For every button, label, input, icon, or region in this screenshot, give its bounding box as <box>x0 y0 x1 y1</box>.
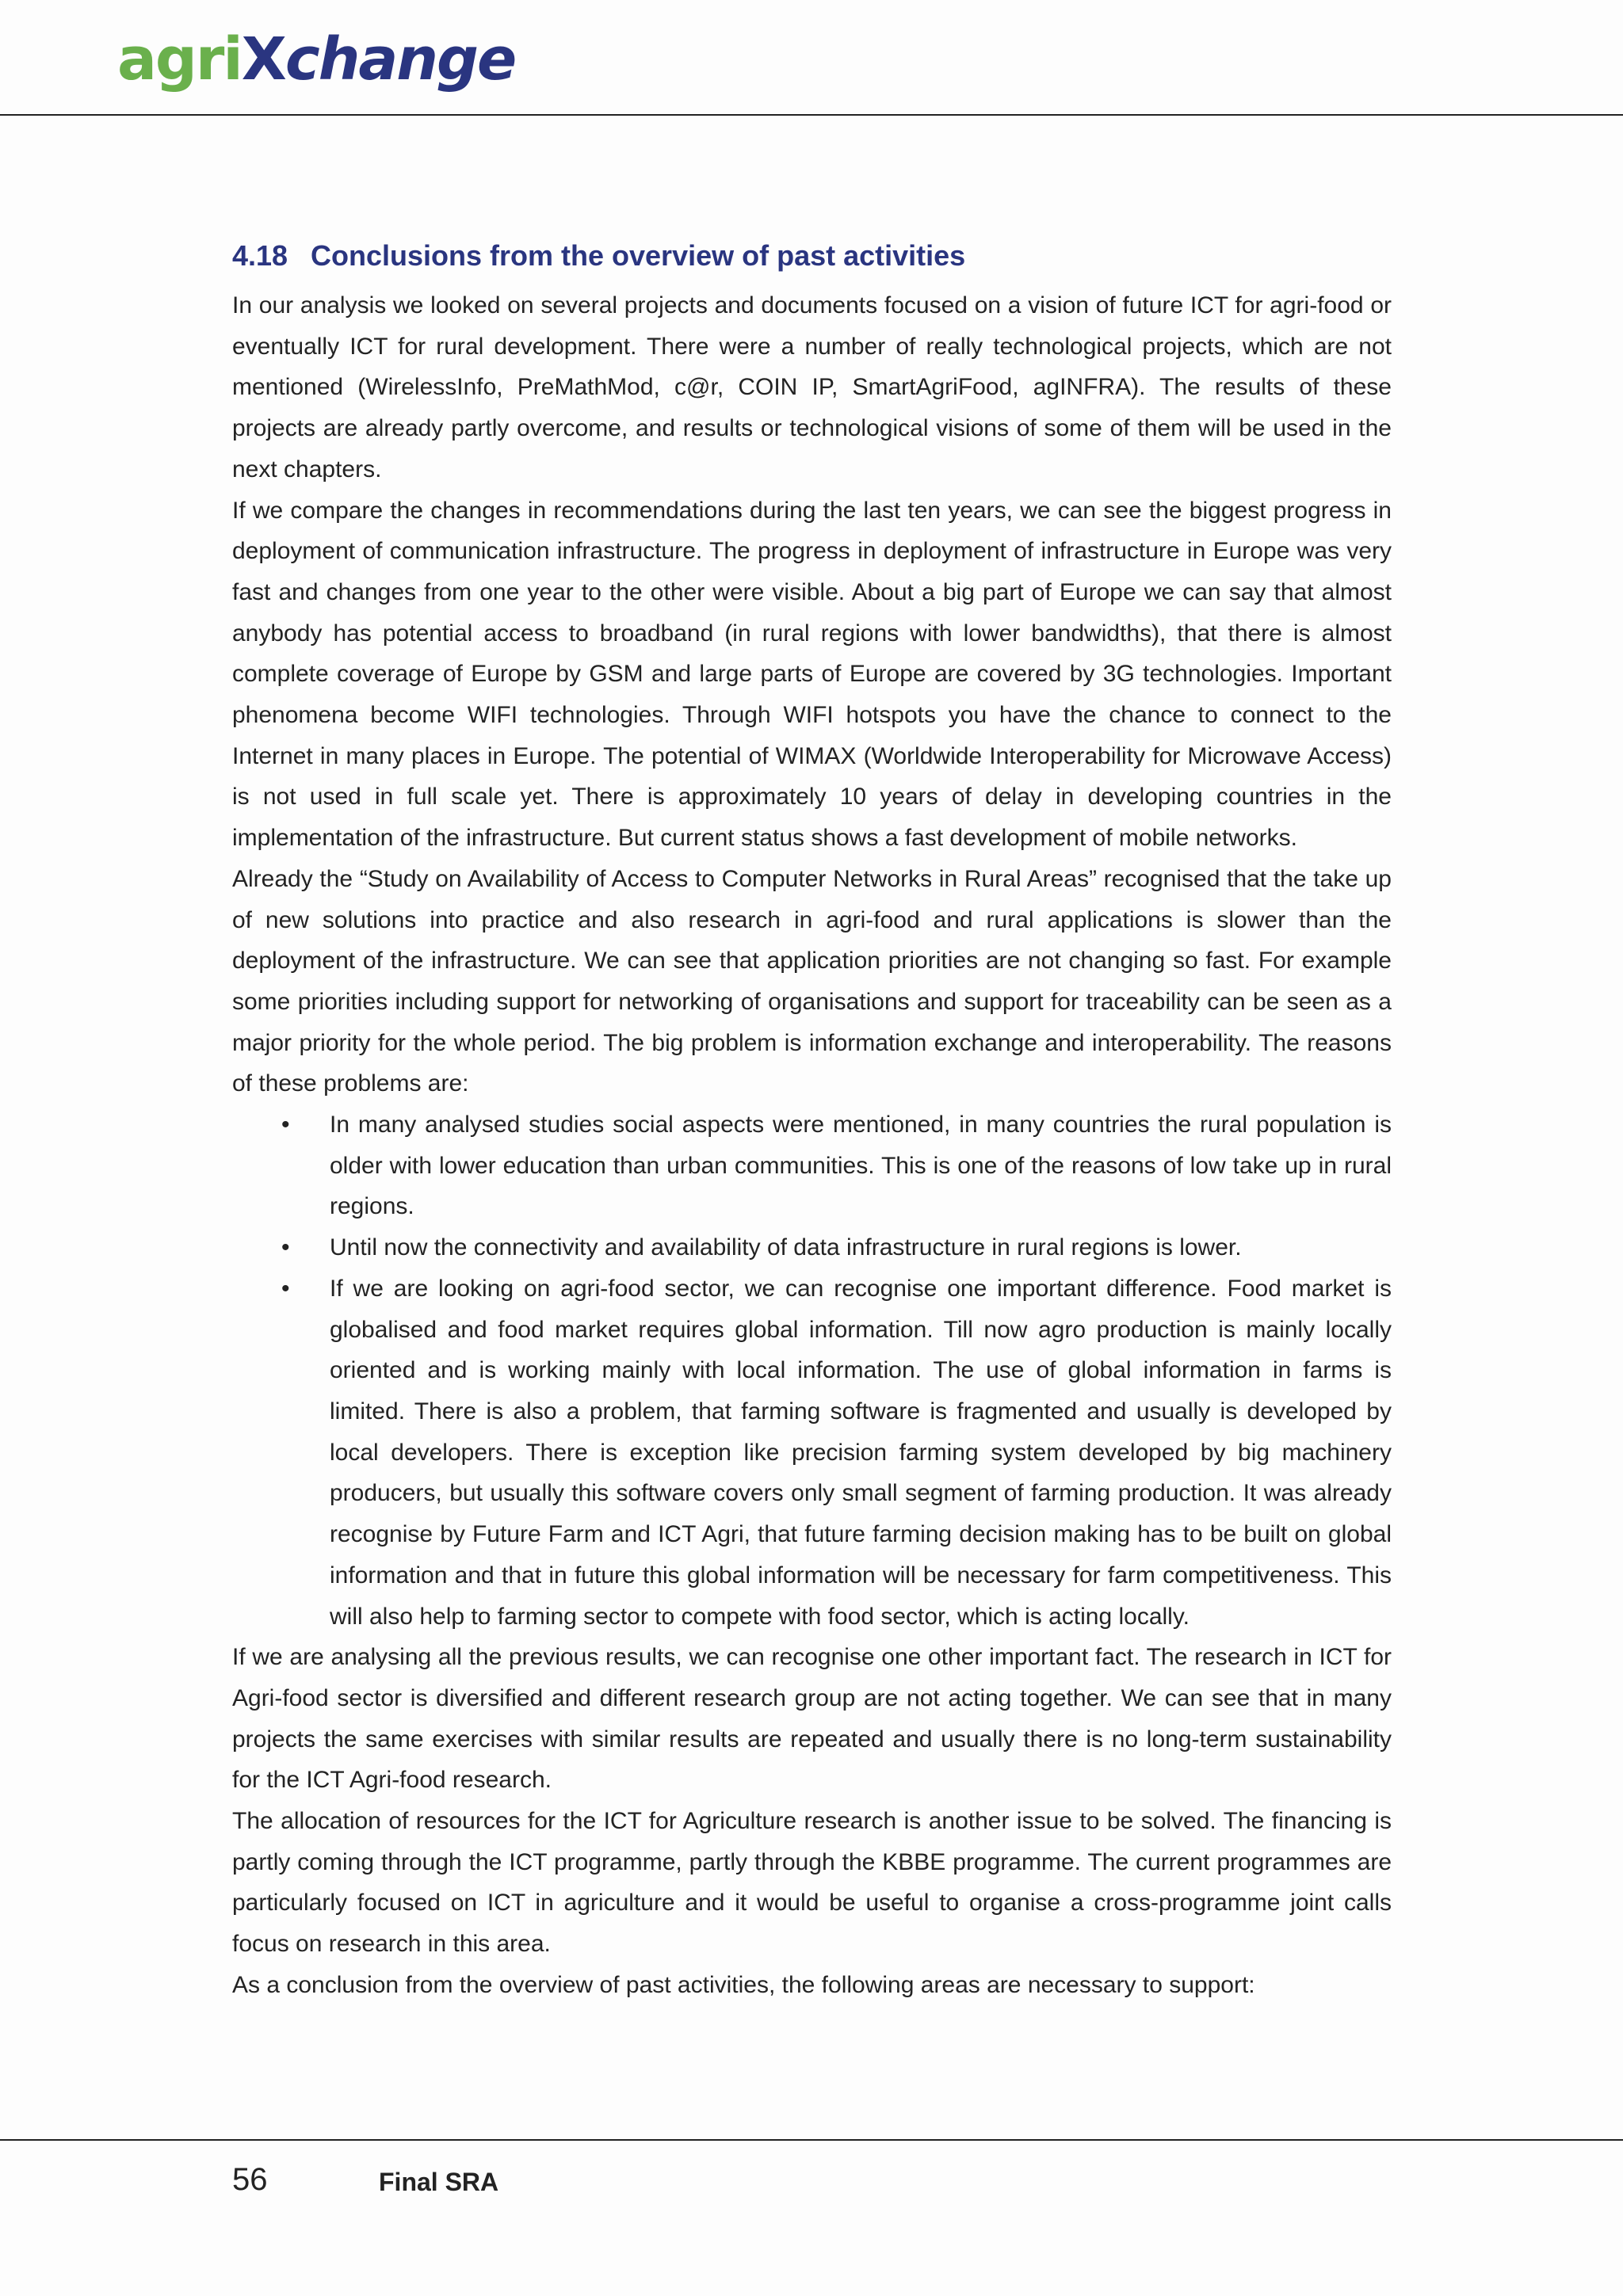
list-item <box>232 1227 1392 1268</box>
page-content <box>232 236 1392 2006</box>
paragraph: If we are analysing all the previous results, we can recognise one other important fact. The research in ICT for Agri-food sector is diversified and different research group are not acting together. We can see that in many projects the same exercises with similar results are repeated and usually there is no long-term sustainability for the ICT Agri-food research. <box>232 1644 1392 1794</box>
logo-change-text: change <box>285 25 516 93</box>
page-number: 56 <box>232 2162 268 2197</box>
document-name: Final SRA <box>379 2168 499 2196</box>
section-title: Conclusions from the overview of past activities <box>311 239 966 272</box>
logo-x-text: X <box>241 25 285 93</box>
list-item-text: If we are looking on agri-food sector, we can recognise one important difference. Food market is globalised and food market requires global information. Till now agro production is mainly locally oriented and is working mainly with local information. The use of global information in farms is limited. There is also a problem, that farming software is fragmented and usually is developed by local developers. There is exception like precision farming system developed by big machinery producers, but usually this software covers only small segment of farming production. It was already recognise by Future Farm and ICT Agri, that future farming decision making has to be built on global information and that in future this global information will be necessary for farm competitiveness. This will also help to farming sector to compete with food sector, which is acting locally. <box>330 1275 1392 1630</box>
list-item-text: In many analysed studies social aspects were mentioned, in many countries the rural population is older with lower education than urban communities. This is one of the reasons of low take up in rural regions. <box>330 1112 1392 1220</box>
reasons-list <box>232 1104 1392 1637</box>
bullet-icon: • <box>281 1234 290 1261</box>
list-item <box>232 1104 1392 1227</box>
agrixchange-logo <box>117 25 516 93</box>
paragraph: The allocation of resources for the ICT for Agriculture research is another issue to be solved. The financing is partly coming through the ICT programme, partly through the KBBE programme. The current programmes are particularly focused on ICT in agriculture and it would be useful to organise a cross-programme joint calls focus on research in this area. <box>232 1808 1392 1958</box>
page-header <box>0 0 1623 116</box>
section-heading <box>232 236 1392 276</box>
header-divider <box>0 114 1623 116</box>
logo-agri-text: agri <box>117 25 242 93</box>
paragraph: In our analysis we looked on several projects and documents focused on a vision of future ICT for agri-food or eventually ICT for rural development. There were a number of really technological projects, which are not mentioned (WirelessInfo, PreMathMod, c@r, COIN IP, SmartAgriFood, agINFRA). The results of these projects are already partly overcome, and results or technological visions of some of them will be used in the next chapters. <box>232 292 1392 482</box>
section-number: 4.18 <box>232 239 288 272</box>
paragraph: If we compare the changes in recommendations during the last ten years, we can see the biggest progress in deployment of communication infrastructure. The progress in deployment of infrastructure in Europe was very fast and changes from one year to the other were visible. About a big part of Europe we can say that almost anybody has potential access to broadband (in rural regions with lower bandwidths), that there is almost complete coverage of Europe by GSM and large parts of Europe are covered by 3G technologies. Important phenomena become WIFI technologies. Through WIFI hotspots you have the chance to connect to the Internet in many places in Europe. The potential of WIMAX (Worldwide Interoperability for Microwave Access) is not used in full scale yet. There is approximately 10 years of delay in developing countries in the implementation of the infrastructure. But current status shows a fast development of mobile networks. <box>232 497 1392 852</box>
paragraph: Already the “Study on Availability of Access to Computer Networks in Rural Areas” recognised that the take up of new solutions into practice and also research in agri-food and rural applications is slower than the deployment of the infrastructure. We can see that application priorities are not changing so fast. For example some priorities including support for networking of organisations and support for traceability can be seen as a major priority for the whole period. The big problem is information exchange and interoperability. The reasons of these problems are: <box>232 865 1392 1097</box>
paragraph: As a conclusion from the overview of past activities, the following areas are necessary to support: <box>232 1971 1255 1998</box>
footer-divider <box>0 2139 1623 2141</box>
list-item <box>232 1268 1392 1637</box>
bullet-icon: • <box>281 1275 290 1302</box>
bullet-icon: • <box>281 1112 290 1138</box>
list-item-text: Until now the connectivity and availability of data infrastructure in rural regions is lower. <box>330 1234 1242 1261</box>
